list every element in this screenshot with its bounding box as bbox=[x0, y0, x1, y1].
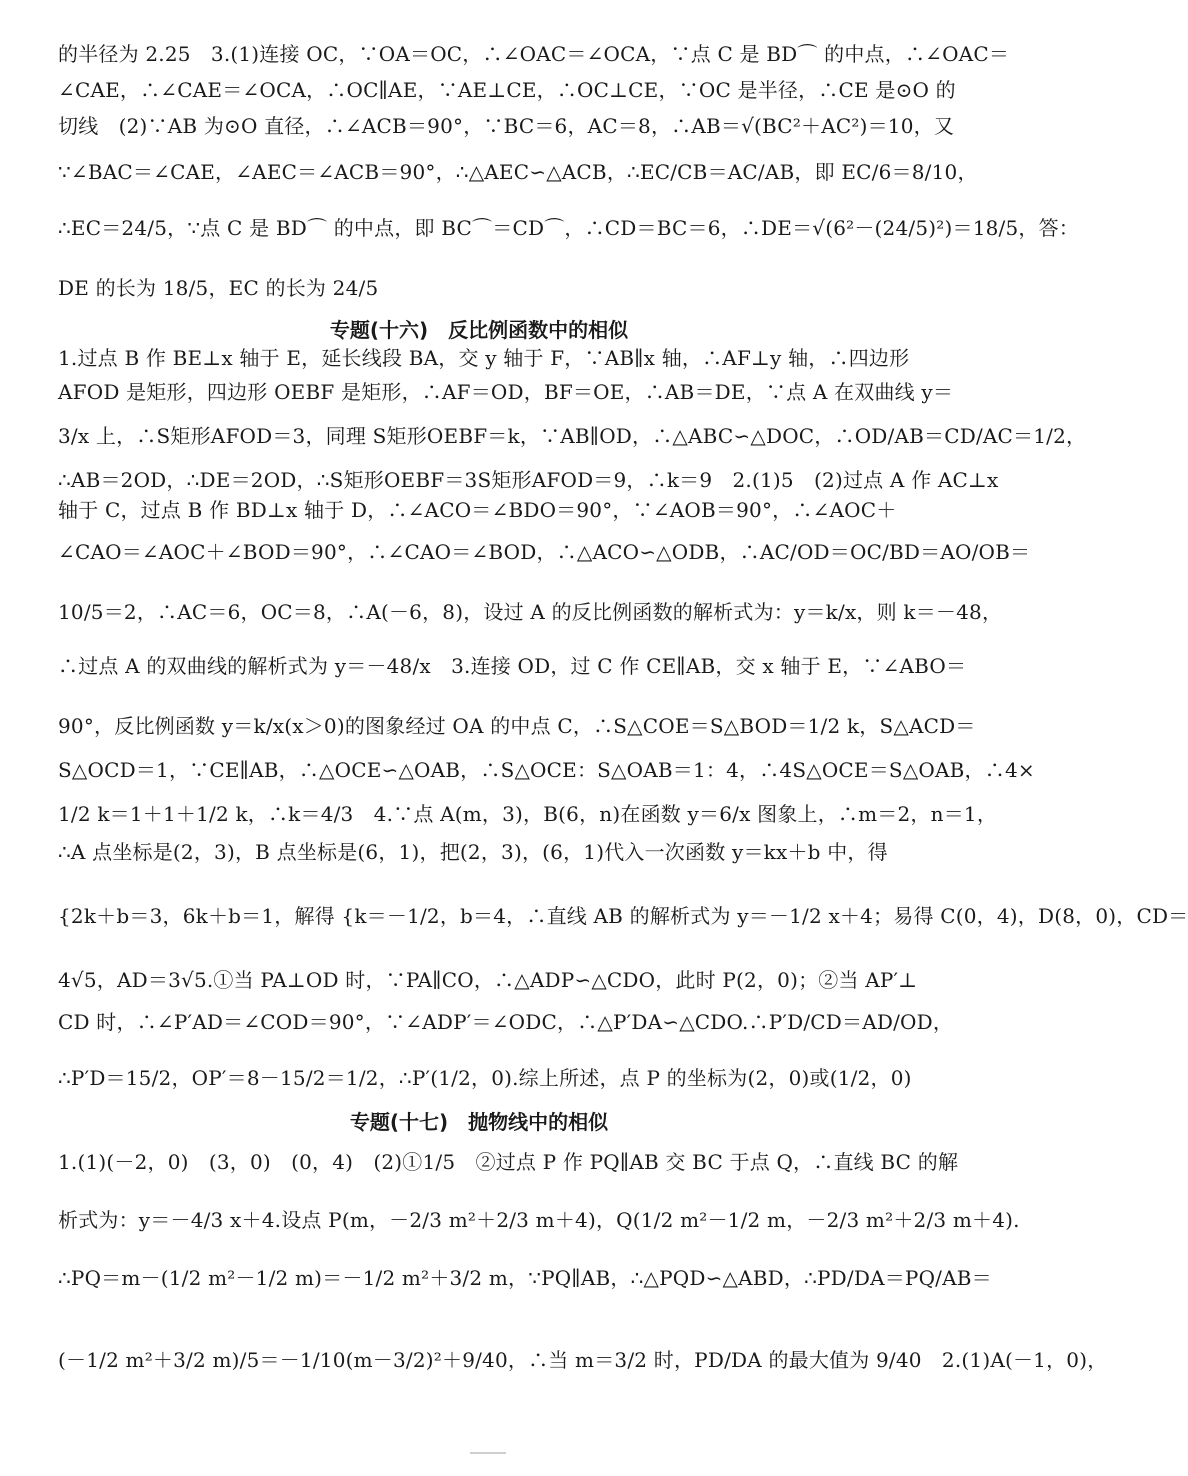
text-line: AFOD 是矩形，四边形 OEBF 是矩形，∴AF＝OD，BF＝OE，∴AB＝DE，∵点 A 在双曲线 y＝ bbox=[58, 380, 954, 404]
text-line: {2k＋b＝3，6k＋b＝1，解得 {k＝－1/2，b＝4，∴直线 AB 的解析式为 y＝－1/2 x＋4；易得 C(0，4)，D(8，0)，CD＝ bbox=[58, 904, 1188, 928]
text-line: 1.过点 B 作 BE⊥x 轴于 E，延长线段 BA，交 y 轴于 F，∵AB∥x 轴，∴AF⊥y 轴，∴四边形 bbox=[58, 346, 910, 370]
text-line: ∠CAO＝∠AOC＋∠BOD＝90°，∴∠CAO＝∠BOD，∴△ACO∽△ODB，∴AC/OD＝OC/BD＝AO/OB＝ bbox=[58, 540, 1031, 564]
text-line: 轴于 C，过点 B 作 BD⊥x 轴于 D，∴∠ACO＝∠BDO＝90°，∵∠AOB＝90°，∴∠AOC＋ bbox=[58, 498, 897, 522]
text-line: (－1/2 m²＋3/2 m)/5＝－1/10(m－3/2)²＋9/40，∴当 m＝3/2 时，PD/DA 的最大值为 9/40 2.(1)A(－1，0)， bbox=[58, 1348, 1108, 1372]
text-line: 1/2 k＝1＋1＋1/2 k，∴k＝4/3 4.∵点 A(m，3)，B(6，n)在函数 y＝6/x 图象上，∴m＝2，n＝1， bbox=[58, 802, 998, 826]
text-line: DE 的长为 18/5，EC 的长为 24/5 bbox=[58, 276, 379, 300]
text-line: ∴A 点坐标是(2，3)，B 点坐标是(6，1)，把(2，3)，(6，1)代入一次函数 y＝kx＋b 中，得 bbox=[58, 840, 888, 864]
text-line: 90°，反比例函数 y＝k/x(x＞0)的图象经过 OA 的中点 C，∴S△COE＝S△BOD＝1/2 k，S△ACD＝ bbox=[58, 714, 976, 738]
text-line: ∠CAE，∴∠CAE＝∠OCA，∴OC∥AE，∵AE⊥CE，∴OC⊥CE，∵OC 是半径，∴CE 是⊙O 的 bbox=[58, 78, 956, 102]
text-line: 4√5，AD＝3√5.①当 PA⊥OD 时，∵PA∥CO，∴△ADP∽△CDO，此时 P(2，0)；②当 AP′⊥ bbox=[58, 968, 918, 992]
text-line: ∴AB＝2OD，∴DE＝2OD，∴S矩形OEBF＝3S矩形AFOD＝9，∴k＝9 2.(1)5 (2)过点 A 作 AC⊥x bbox=[58, 468, 999, 492]
text-line: ∴P′D＝15/2，OP′＝8－15/2＝1/2，∴P′(1/2，0).综上所述，点 P 的坐标为(2，0)或(1/2，0) bbox=[58, 1066, 912, 1090]
section-heading: 专题(十七) 抛物线中的相似 bbox=[349, 1110, 609, 1134]
section-heading: 专题(十六) 反比例函数中的相似 bbox=[329, 318, 629, 342]
text-line: ∴EC＝24/5，∵点 C 是 BD⌒ 的中点，即 BC⌒＝CD⌒，∴CD＝BC＝6，∴DE＝√(6²－(24/5)²)＝18/5，答： bbox=[58, 216, 1080, 240]
text-line: 10/5＝2，∴AC＝6，OC＝8，∴A(－6，8)，设过 A 的反比例函数的解析式为：y＝k/x，则 k＝－48， bbox=[58, 600, 1003, 624]
text-line: 切线 (2)∵AB 为⊙O 直径，∴∠ACB＝90°，∵BC＝6，AC＝8，∴AB＝√(BC²＋AC²)＝10，又 bbox=[58, 114, 955, 138]
text-line: ∴过点 A 的双曲线的解析式为 y＝－48/x 3.连接 OD，过 C 作 CE∥AB，交 x 轴于 E，∵∠ABO＝ bbox=[58, 654, 967, 678]
text-line: ∵∠BAC＝∠CAE，∠AEC＝∠ACB＝90°，∴△AEC∽△ACB，∴EC/CB＝AC/AB，即 EC/6＝8/10， bbox=[58, 160, 978, 184]
page-footer-divider bbox=[470, 1452, 506, 1454]
text-line: ∴PQ＝m－(1/2 m²－1/2 m)＝－1/2 m²＋3/2 m，∵PQ∥AB，∴△PQD∽△ABD，∴PD/DA＝PQ/AB＝ bbox=[58, 1266, 992, 1290]
text-line: 3/x 上，∴S矩形AFOD＝3，同理 S矩形OEBF＝k，∵AB∥OD，∴△ABC∽△DOC，∴OD/AB＝CD/AC＝1/2， bbox=[58, 424, 1087, 448]
text-line: 1.(1)(－2，0) (3，0) (0，4) (2)①1/5 ②过点 P 作 PQ∥AB 交 BC 于点 Q，∴直线 BC 的解 bbox=[58, 1150, 959, 1174]
text-line: S△OCD＝1，∵CE∥AB，∴△OCE∽△OAB，∴S△OCE：S△OAB＝1：4，∴4S△OCE＝S△OAB，∴4× bbox=[58, 758, 1035, 782]
text-line: CD 时，∴∠P′AD＝∠COD＝90°，∵∠ADP′＝∠ODC，∴△P′DA∽△CDO.∴P′D/CD＝AD/OD， bbox=[58, 1010, 954, 1034]
text-line: 析式为：y＝－4/3 x＋4.设点 P(m，－2/3 m²＋2/3 m＋4)，Q(1/2 m²－1/2 m，－2/3 m²＋2/3 m＋4). bbox=[58, 1208, 1020, 1232]
text-line: 的半径为 2.25 3.(1)连接 OC，∵OA＝OC，∴∠OAC＝∠OCA，∵点 C 是 BD⌒ 的中点，∴∠OAC＝ bbox=[58, 42, 1010, 66]
